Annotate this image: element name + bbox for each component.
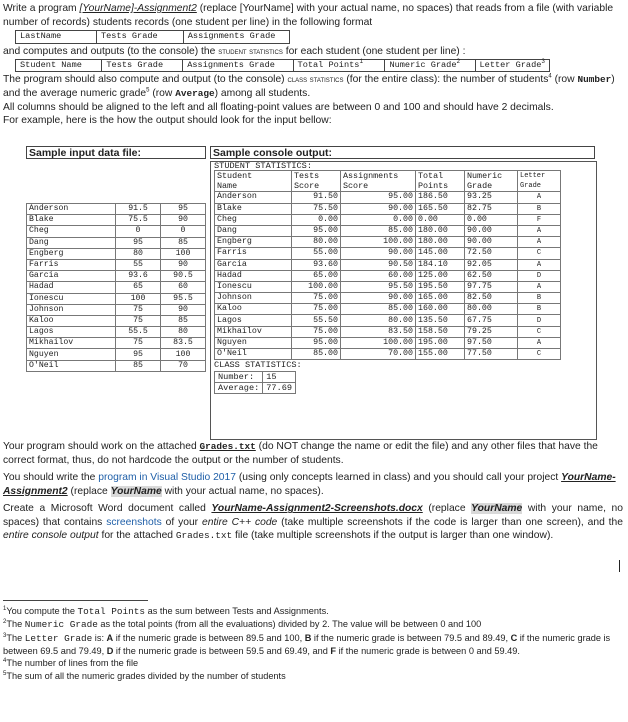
- footnote-separator: [3, 600, 148, 601]
- student-row: [215, 237, 561, 248]
- class-statistics-table: [214, 371, 296, 394]
- footnote-number: 2: [3, 619, 7, 626]
- letter-grade-cell: A: [518, 192, 561, 203]
- footnote-text: is:: [92, 632, 107, 643]
- student-row: [215, 259, 561, 270]
- column-header-cell: Score: [292, 181, 341, 192]
- intro-paragraph-3: The program should also compute and output (to the console) class statistics (for the entire class): the number of students$^4$ (row Number) and the average numeric grade$^5$ (row Average) among all students.: [3, 74, 615, 99]
- footnote-ref: 3: [541, 58, 546, 66]
- numeric-grade-cell: 0.00: [465, 214, 518, 225]
- input-value-cell: 75.5: [116, 215, 161, 226]
- text-cursor: [619, 560, 620, 572]
- total-points-cell: 180.00: [416, 237, 465, 248]
- assignment-document: [3, 2, 623, 128]
- student-row: [215, 225, 561, 236]
- student-name-cell: O'Neil: [215, 349, 292, 360]
- input-name-cell: Hadad: [27, 282, 116, 293]
- input-name-cell: Dang: [27, 237, 116, 248]
- instruction-grades-file: Your program should work on the attached Grades.txt (do NOT change the name or edit the file) and any other files that have the correct format, thus, do not hardcode the output or the number of students.: [3, 441, 598, 466]
- input-value-cell: 60: [161, 282, 206, 293]
- input-row: [27, 349, 206, 360]
- column-header-row: [215, 181, 561, 192]
- letter-grade-cell: F: [518, 214, 561, 225]
- input-name-cell: Garcia: [27, 271, 116, 282]
- student-row: [215, 281, 561, 292]
- student-name-cell: Blake: [215, 203, 292, 214]
- student-row: [215, 192, 561, 203]
- input-row: [27, 327, 206, 338]
- input-name-cell: O'Neil: [27, 360, 116, 371]
- input-value-cell: 0: [116, 226, 161, 237]
- letter-grade-cell: C: [518, 326, 561, 337]
- total-points-cell: 0.00: [416, 214, 465, 225]
- assignments-score-cell: 90.00: [341, 248, 416, 259]
- input-name-cell: Farris: [27, 259, 116, 270]
- input-value-cell: 100: [161, 349, 206, 360]
- footnote-text: if the numeric grade is between 0 and 59.49.: [336, 646, 520, 657]
- numeric-grade-cell: 72.50: [465, 248, 518, 259]
- input-value-cell: 95: [161, 204, 206, 215]
- footnote-text: as the sum between Tests and Assignments.: [145, 606, 329, 616]
- student-row: [215, 349, 561, 360]
- student-row: [215, 214, 561, 225]
- average-label: Average:: [215, 383, 263, 394]
- sample-input-table: [26, 203, 206, 372]
- example-section: [26, 146, 604, 438]
- tests-score-cell: 75.00: [292, 304, 341, 315]
- assignments-score-cell: 100.00: [341, 337, 416, 348]
- student-row: [215, 326, 561, 337]
- numeric-grade-cell: 97.75: [465, 281, 518, 292]
- total-points-cell: 184.10: [416, 259, 465, 270]
- student-row: [215, 315, 561, 326]
- tests-score-cell: 0.00: [292, 214, 341, 225]
- footnote-text: The number of lines from the file: [6, 658, 139, 669]
- footnote-text: Total Points: [77, 606, 146, 617]
- footnote-text: The sum of all the numeric grades divided by the number of students: [6, 670, 286, 681]
- input-value-cell: 100: [116, 293, 161, 304]
- numeric-grade-cell: 79.25: [465, 326, 518, 337]
- input-row: [27, 360, 206, 371]
- footnote-text: if the numeric grade is between 59.5 and 69.49, and: [113, 646, 331, 657]
- output-header-cell: Student Name: [16, 60, 102, 71]
- student-name-cell: Engberg: [215, 237, 292, 248]
- student-name-cell: Kaloo: [215, 304, 292, 315]
- student-row: [215, 203, 561, 214]
- numeric-grade-cell: 82.75: [465, 203, 518, 214]
- assignments-score-cell: 100.00: [341, 237, 416, 248]
- footnote-text: Numeric Grade: [24, 619, 98, 631]
- sample-input-label: Sample input data file:: [26, 146, 206, 159]
- column-header-cell: Numeric: [465, 171, 518, 182]
- letter-grade-cell: B: [518, 203, 561, 214]
- footnote: [3, 618, 613, 631]
- input-format-header: [15, 30, 290, 43]
- footnote-text: You compute the: [6, 606, 78, 616]
- footnote: [3, 632, 613, 658]
- assignments-score-cell: 85.00: [341, 304, 416, 315]
- input-name-cell: Blake: [27, 215, 116, 226]
- assignments-score-cell: 70.00: [341, 349, 416, 360]
- grades-file-link[interactable]: Grades.txt: [199, 441, 256, 452]
- column-header-cell: Points: [416, 181, 465, 192]
- screenshots-doc-link[interactable]: YourName-Assignment2-Screenshots.docx: [211, 503, 423, 515]
- input-value-cell: 90: [161, 304, 206, 315]
- input-value-cell: 75: [116, 315, 161, 326]
- student-name-cell: Mikhailov: [215, 326, 292, 337]
- letter-grade-cell: B: [518, 293, 561, 304]
- class-statistics-title: CLASS STATISTICS:: [214, 360, 302, 371]
- number-value: 15: [263, 372, 296, 383]
- assignments-score-cell: 95.00: [341, 192, 416, 203]
- tests-score-cell: 80.00: [292, 237, 341, 248]
- student-name-cell: Hadad: [215, 270, 292, 281]
- footnote-ref: 2: [456, 58, 461, 66]
- input-value-cell: 55.5: [116, 327, 161, 338]
- assignments-score-cell: 80.00: [341, 315, 416, 326]
- total-points-cell: 155.00: [416, 349, 465, 360]
- footnote: [3, 670, 613, 682]
- total-points-cell: 186.50: [416, 192, 465, 203]
- footnote-text: D: [106, 646, 114, 657]
- total-points-cell: 180.00: [416, 225, 465, 236]
- letter-grade-cell: B: [518, 304, 561, 315]
- student-name-cell: Dang: [215, 225, 292, 236]
- student-row: [215, 270, 561, 281]
- input-row: [27, 282, 206, 293]
- footnote-text: as the total points (from all the evaluations) divided by 2. The value will be between 0 and 100: [97, 619, 482, 630]
- tests-score-cell: 75.00: [292, 326, 341, 337]
- input-value-cell: 95: [116, 349, 161, 360]
- tests-score-cell: 65.00: [292, 270, 341, 281]
- input-name-cell: Nguyen: [27, 349, 116, 360]
- input-value-cell: 85: [161, 315, 206, 326]
- input-header-cell: Tests Grade: [97, 31, 184, 42]
- numeric-grade-cell: 67.75: [465, 315, 518, 326]
- input-row: [27, 293, 206, 304]
- column-header-row: [215, 171, 561, 182]
- input-name-cell: Anderson: [27, 204, 116, 215]
- letter-grade-cell: A: [518, 237, 561, 248]
- footnote-ref: 1: [359, 58, 364, 66]
- input-value-cell: 100: [161, 248, 206, 259]
- tests-score-cell: 85.00: [292, 349, 341, 360]
- student-row: [215, 304, 561, 315]
- sample-output-label: Sample console output:: [210, 146, 595, 159]
- input-row: [27, 338, 206, 349]
- numeric-grade-cell: 97.50: [465, 337, 518, 348]
- footnote-text: B: [304, 632, 312, 643]
- input-header-cell: Assignments Grade: [187, 31, 276, 42]
- tests-score-cell: 93.60: [292, 259, 341, 270]
- input-row: [27, 215, 206, 226]
- tests-score-cell: 55.50: [292, 315, 341, 326]
- input-value-cell: 83.5: [161, 338, 206, 349]
- footnote-text: if the numeric grade is between 69.5 and 79.49,: [3, 632, 611, 657]
- numeric-grade-cell: 82.50: [465, 293, 518, 304]
- footnote-text: if the numeric grade is between 89.5 and 100,: [113, 632, 305, 643]
- input-value-cell: 75: [116, 338, 161, 349]
- sample-console-output: [210, 161, 597, 440]
- input-value-cell: 55: [116, 259, 161, 270]
- input-value-cell: 85: [161, 237, 206, 248]
- console-title: STUDENT STATISTICS:: [214, 161, 312, 171]
- intro-paragraph-1: Write a program [YourName]-Assignment2 (replace [YourName] with your actual name, no spaces) that reads from a file (with variable number of records) students records (one student per line) in the following format: [3, 3, 614, 28]
- numeric-grade-cell: 80.00: [465, 304, 518, 315]
- letter-grade-cell: C: [518, 248, 561, 259]
- student-row: [215, 337, 561, 348]
- student-name-cell: Lagos: [215, 315, 292, 326]
- footnote-number: 5: [3, 670, 7, 677]
- input-row: [27, 226, 206, 237]
- total-points-cell: 125.00: [416, 270, 465, 281]
- letter-grade-cell: D: [518, 315, 561, 326]
- assignments-score-cell: 0.00: [341, 214, 416, 225]
- footnote-text: if the numeric grade is between 79.5 and 89.49,: [311, 632, 511, 643]
- total-points-cell: 158.50: [416, 326, 465, 337]
- tests-score-cell: 75.50: [292, 203, 341, 214]
- output-header-cell: Letter Grade$^3$: [479, 58, 546, 71]
- letter-grade-cell: A: [518, 337, 561, 348]
- numeric-grade-cell: 62.50: [465, 270, 518, 281]
- input-row: [27, 237, 206, 248]
- assignments-score-cell: 90.00: [341, 293, 416, 304]
- average-value: 77.69: [263, 383, 296, 394]
- student-statistics-table: [214, 170, 561, 360]
- input-value-cell: 75: [116, 304, 161, 315]
- column-header-cell: Letter: [518, 171, 561, 182]
- instructions: [3, 440, 623, 543]
- footnote-text: The: [6, 619, 25, 630]
- footnote: [3, 657, 613, 669]
- project-name-link[interactable]: [YourName]-Assignment2: [79, 3, 197, 14]
- column-header-cell: Grade: [518, 181, 561, 192]
- footnote-text: Letter Grade: [24, 632, 93, 644]
- input-name-cell: Engberg: [27, 248, 116, 259]
- input-value-cell: 95.5: [161, 293, 206, 304]
- student-name-cell: Cheg: [215, 214, 292, 225]
- total-points-cell: 195.00: [416, 337, 465, 348]
- assignments-score-cell: 90.00: [341, 203, 416, 214]
- student-name-cell: Garcia: [215, 259, 292, 270]
- footnote-text: A: [106, 632, 114, 643]
- footnote-number: 1: [3, 605, 7, 612]
- input-name-cell: Lagos: [27, 327, 116, 338]
- input-name-cell: Kaloo: [27, 315, 116, 326]
- input-value-cell: 93.6: [116, 271, 161, 282]
- output-header-cell: Tests Grade: [102, 60, 183, 71]
- student-name-cell: Farris: [215, 248, 292, 259]
- number-label: Number:: [215, 372, 263, 383]
- letter-grade-cell: D: [518, 270, 561, 281]
- numeric-grade-cell: 77.50: [465, 349, 518, 360]
- input-name-cell: Johnson: [27, 304, 116, 315]
- project-name-link-2[interactable]: YourName-Assignment2: [3, 472, 616, 497]
- tests-score-cell: 95.00: [292, 337, 341, 348]
- total-points-cell: 165.50: [416, 203, 465, 214]
- input-header-cell: LastName: [16, 31, 97, 42]
- output-header-cell: Assignments Grade: [183, 60, 293, 71]
- footnote-number: 4: [3, 658, 7, 665]
- input-name-cell: Ionescu: [27, 293, 116, 304]
- input-value-cell: 80: [116, 248, 161, 259]
- column-header-cell: Tests: [292, 171, 341, 182]
- column-header-cell: Score: [341, 181, 416, 192]
- intro-paragraph-2: and computes and outputs (to the console) the student statistics for each student (one student per line) :: [3, 45, 466, 57]
- input-value-cell: 90.5: [161, 271, 206, 282]
- intro-paragraph-4: All columns should be aligned to the left and all floating-point values are between 0 and 100 and should have 2 decimals.: [3, 101, 554, 113]
- input-name-cell: Cheg: [27, 226, 116, 237]
- column-header-cell: Student: [215, 171, 292, 182]
- output-header-cell: Numeric Grade$^2$: [385, 60, 475, 71]
- assignments-score-cell: 95.50: [341, 281, 416, 292]
- student-row: [215, 248, 561, 259]
- footnote-text: F: [330, 646, 337, 657]
- tests-score-cell: 75.00: [292, 293, 341, 304]
- assignments-score-cell: 60.00: [341, 270, 416, 281]
- input-value-cell: 65: [116, 282, 161, 293]
- numeric-grade-cell: 92.05: [465, 259, 518, 270]
- output-format-header: [15, 59, 550, 72]
- letter-grade-cell: A: [518, 225, 561, 236]
- input-value-cell: 95: [116, 237, 161, 248]
- instruction-visual-studio: You should write the program in Visual Studio 2017 (using only concepts learned in class) and you should call your project YourName-Assignment2 (replace YourName with your actual name, no spaces).: [3, 472, 616, 497]
- input-row: [27, 259, 206, 270]
- input-value-cell: 80: [161, 327, 206, 338]
- column-header-cell: Total: [416, 171, 465, 182]
- tests-score-cell: 55.00: [292, 248, 341, 259]
- input-value-cell: 90: [161, 215, 206, 226]
- letter-grade-cell: A: [518, 281, 561, 292]
- student-name-cell: Anderson: [215, 192, 292, 203]
- input-value-cell: 85: [116, 360, 161, 371]
- input-row: [27, 204, 206, 215]
- tests-score-cell: 95.00: [292, 225, 341, 236]
- assignments-score-cell: 83.50: [341, 326, 416, 337]
- student-name-cell: Nguyen: [215, 337, 292, 348]
- tests-score-cell: 100.00: [292, 281, 341, 292]
- input-value-cell: 90: [161, 259, 206, 270]
- letter-grade-cell: C: [518, 349, 561, 360]
- footnote: [3, 605, 613, 618]
- footnotes: [3, 600, 613, 682]
- column-header-cell: Grade: [465, 181, 518, 192]
- instruction-word-document: Create a Microsoft Word document called YourName-Assignment2-Screenshots.docx (replace YourName with your name, no spaces) that contains screenshots of your entire C++ code (take multiple screenshots if the code is larger than one screen), and the entire console output for the attached Grades.txt file (take multiple screenshots if the output is larger than one window).: [3, 503, 623, 542]
- input-name-cell: Mikhailov: [27, 338, 116, 349]
- footnote-number: 3: [3, 632, 7, 639]
- input-row: [27, 248, 206, 259]
- student-name-cell: Ionescu: [215, 281, 292, 292]
- input-row: [27, 304, 206, 315]
- output-header-cell: Total Points$^1$: [294, 60, 386, 71]
- total-points-cell: 195.50: [416, 281, 465, 292]
- intro-paragraph-5: For example, here is the how the output should look for the input bellow:: [3, 115, 332, 127]
- assignments-score-cell: 90.50: [341, 259, 416, 270]
- input-row: [27, 271, 206, 282]
- assignments-score-cell: 85.00: [341, 225, 416, 236]
- student-name-cell: Johnson: [215, 293, 292, 304]
- tests-score-cell: 91.50: [292, 192, 341, 203]
- total-points-cell: 160.00: [416, 304, 465, 315]
- input-value-cell: 0: [161, 226, 206, 237]
- column-header-cell: Assignments: [341, 171, 416, 182]
- input-value-cell: 91.5: [116, 204, 161, 215]
- numeric-grade-cell: 90.00: [465, 225, 518, 236]
- input-value-cell: 70: [161, 360, 206, 371]
- total-points-cell: 145.00: [416, 248, 465, 259]
- numeric-grade-cell: 90.00: [465, 237, 518, 248]
- letter-grade-cell: A: [518, 259, 561, 270]
- footnote-text: The: [6, 632, 25, 643]
- footnote-text: C: [510, 632, 518, 643]
- input-row: [27, 315, 206, 326]
- total-points-cell: 165.00: [416, 293, 465, 304]
- numeric-grade-cell: 93.25: [465, 192, 518, 203]
- column-header-cell: Name: [215, 181, 292, 192]
- student-row: [215, 293, 561, 304]
- total-points-cell: 135.50: [416, 315, 465, 326]
